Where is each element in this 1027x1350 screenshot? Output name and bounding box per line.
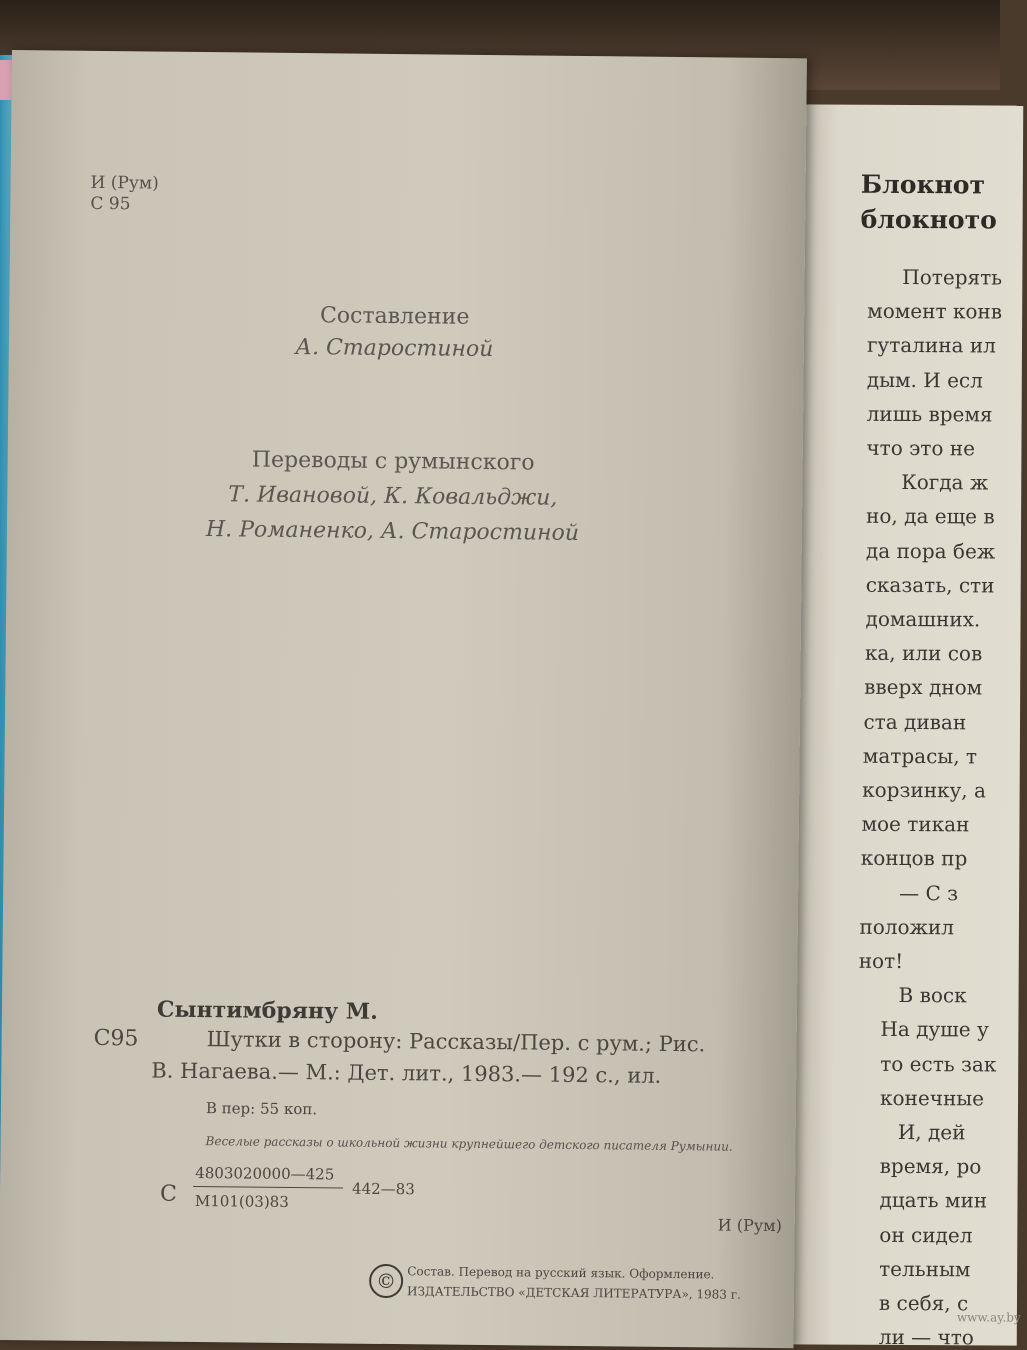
right-text-line: Потерять — [902, 264, 1003, 290]
classification-line-1: И (Рум) — [90, 172, 159, 194]
right-text-line: — С з — [899, 880, 959, 905]
translators-names-2: Н. Романенко, А. Старостиной — [205, 517, 580, 546]
watermark: www.ay.by — [956, 1310, 1021, 1325]
right-text-line: но, да еще в — [866, 504, 995, 529]
index-denominator: М101(03)83 — [194, 1191, 289, 1211]
right-text-line: то есть зак — [880, 1051, 997, 1077]
right-text-line: гуталина ил — [866, 333, 996, 358]
compiler-label: Составление — [319, 303, 470, 330]
compiler-name: А. Старостиной — [295, 334, 494, 363]
classification-line-2: С 95 — [90, 193, 131, 215]
right-text-line: матрасы, т — [862, 743, 978, 769]
right-text-line: что это не — [866, 435, 976, 461]
right-heading-line-2: блокното — [860, 204, 997, 235]
right-text-line: конечные — [879, 1085, 985, 1111]
right-text-line: концов пр — [860, 846, 968, 871]
right-text-line: ли — что — [878, 1325, 974, 1350]
translators-names-1: Т. Ивановой, К. Ковальджи, — [228, 482, 558, 511]
right-text-line: В воск — [898, 983, 967, 1008]
index-suffix: 442—83 — [352, 1179, 415, 1199]
right-text-line: лишь время — [866, 401, 993, 427]
catalog-code: С95 — [93, 1025, 139, 1052]
right-text-line: мое тикан — [861, 811, 970, 837]
right-text-line: в себя, с — [878, 1290, 969, 1316]
catalog-class-right: И (Рум) — [717, 1215, 782, 1236]
right-text-line: вверх дном — [864, 675, 983, 700]
right-text-line: На душе у — [880, 1017, 989, 1042]
right-text-line: да пора беж — [865, 538, 996, 564]
right-text-line: корзинку, а — [862, 777, 987, 803]
right-text-line: Когда ж — [901, 470, 989, 495]
catalog-publisher-line: В. Нагаева.— М.: Дет. лит., 1983.— 192 с., ил. — [151, 1058, 662, 1088]
copyright-line-2: ИЗДАТЕЛЬСТВО «ДЕТСКАЯ ЛИТЕРАТУРА», 1983 г. — [406, 1284, 741, 1302]
catalog-author: Сынтимбряну М. — [156, 996, 378, 1025]
translators-label: Переводы с румынского — [251, 447, 535, 476]
right-text-line: ста диван — [863, 709, 967, 734]
right-text-line: время, ро — [879, 1154, 982, 1179]
index-fraction-line — [193, 1186, 343, 1189]
right-text-line: И, дей — [897, 1119, 966, 1145]
right-text-line: ка, или сов — [864, 640, 983, 666]
right-text-line: дым. И есл — [866, 367, 983, 392]
right-text-line: он сидел — [879, 1222, 973, 1247]
copyright-line-1: Состав. Перевод на русский язык. Оформление. — [407, 1264, 715, 1282]
right-text-line: положил — [859, 914, 955, 940]
right-text-line: нот! — [858, 948, 904, 973]
book-cover-accent — [0, 60, 12, 100]
catalog-price: В пер: 55 коп. — [205, 1099, 318, 1119]
right-text-line: сказать, сти — [865, 572, 995, 598]
right-heading-line-1: Блокнот — [860, 169, 986, 200]
left-page — [0, 50, 807, 1348]
catalog-title-line: Шутки в сторону: Рассказы/Пер. с рум.; Рис. — [206, 1027, 706, 1057]
right-text-line: домашних. — [865, 606, 981, 632]
right-page — [787, 104, 1023, 1350]
catalog-description: Веселые рассказы о школьной жизни крупнейшего детского писателя Румынии. — [205, 1134, 733, 1154]
copyright-symbol: © — [369, 1264, 403, 1298]
index-prefix: С — [159, 1181, 178, 1207]
right-text-line: дцать мин — [879, 1188, 988, 1213]
right-text-line: тельным — [879, 1256, 971, 1282]
right-text-line: момент конв — [867, 298, 1003, 324]
index-numerator: 4803020000—425 — [195, 1163, 335, 1184]
